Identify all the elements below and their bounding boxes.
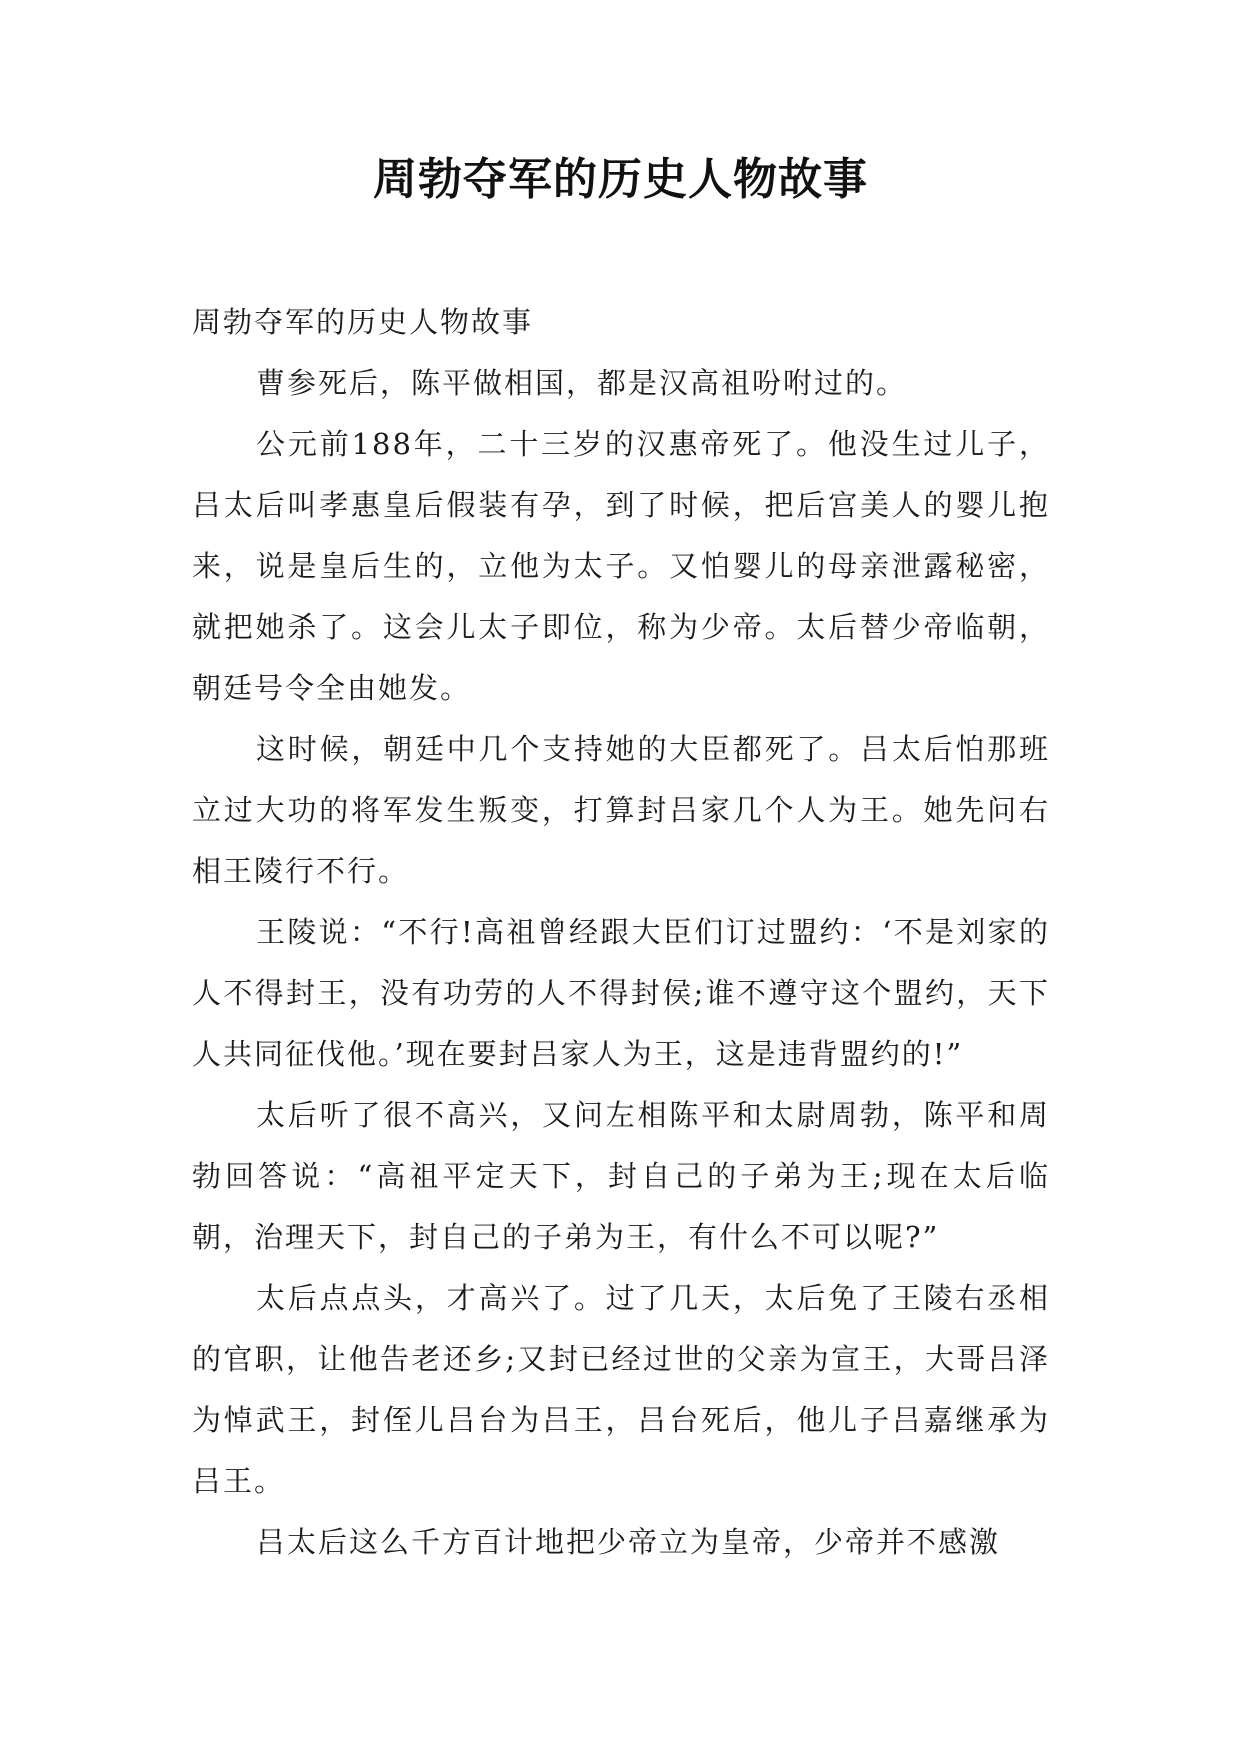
paragraph: 太后点点头，才高兴了。过了几天，太后免了王陵右丞相的官职，让他告老还乡;又封已经过世的父亲为宣王，大哥吕泽为悼武王，封侄儿吕台为吕王，吕台死后，他儿子吕嘉继承为吕王。 [192, 1281, 1050, 1498]
document-subtitle: 周勃夺军的历史人物故事 [192, 305, 534, 339]
paragraph: 王陵说：“不行!高祖曾经跟大臣们订过盟约：‘不是刘家的人不得封王，没有功劳的人不得封侯;谁不遵守这个盟约，天下人共同征伐他。’现在要封吕家人为王，这是违背盟约的!” [192, 915, 1050, 1071]
document-body [192, 292, 1050, 1573]
paragraph: 吕太后这么千方百计地把少帝立为皇帝，少帝并不感激 [256, 1525, 1001, 1559]
paragraph: 公元前188年，二十三岁的汉惠帝死了。他没生过儿子，吕太后叫孝惠皇后假装有孕，到了时候，把后宫美人的婴儿抱来，说是皇后生的，立他为太子。又怕婴儿的母亲泄露秘密，就把她杀了。这会儿太子即位，称为少帝。太后替少帝临朝，朝廷号令全由她发。 [192, 427, 1050, 705]
document-title: 周勃夺军的历史人物故事 [373, 154, 868, 205]
paragraph: 这时候，朝廷中几个支持她的大臣都死了。吕太后怕那班立过大功的将军发生叛变，打算封吕家几个人为王。她先问右相王陵行不行。 [192, 732, 1050, 888]
paragraph: 曹参死后，陈平做相国，都是汉高祖吩咐过的。 [256, 366, 908, 400]
paragraph: 太后听了很不高兴，又问左相陈平和太尉周勃，陈平和周勃回答说：“高祖平定天下，封自己的子弟为王;现在太后临朝，治理天下，封自己的子弟为王，有什么不可以呢?” [192, 1098, 1050, 1254]
